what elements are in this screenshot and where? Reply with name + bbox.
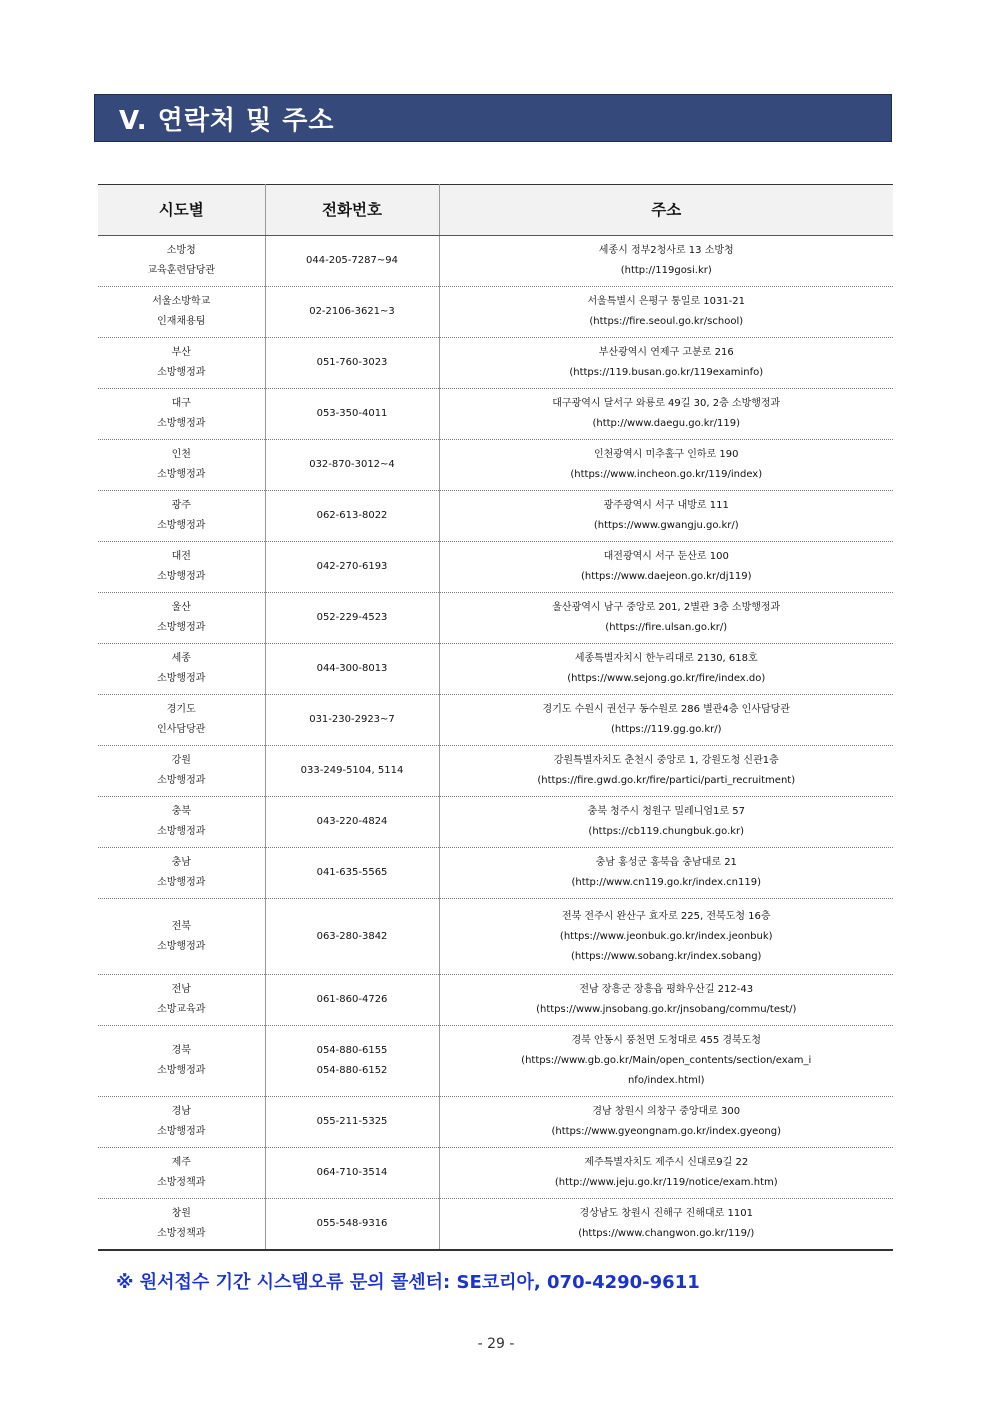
table-row — [98, 975, 893, 1026]
address-cell-line: 전북 전주시 완산구 효자로 225, 전북도청 16층 — [561, 910, 771, 922]
address-cell — [439, 1026, 893, 1097]
region-cell — [98, 644, 265, 695]
phone-cell — [265, 236, 439, 287]
region-cell-line: 소방청 — [166, 245, 196, 256]
phone-cell-line: 044-205-7287~94 — [306, 255, 398, 266]
table-row — [98, 695, 893, 746]
address-cell-line: 울산광역시 남구 중앙로 201, 2별관 3층 소방행정과 — [552, 602, 781, 613]
table-row — [98, 389, 893, 440]
address-cell-line: 충북 청주시 청원구 밀레니엄1로 57 — [587, 806, 745, 817]
region-cell-line: 소방행정과 — [157, 520, 206, 531]
region-cell-line: 서울소방학교 — [152, 296, 211, 307]
region-cell — [98, 440, 265, 491]
address-cell-line: 제주특별자치도 제주시 신대로9길 22 — [584, 1157, 749, 1168]
phone-cell-line: 051-760-3023 — [316, 357, 388, 368]
header-phone: 전화번호 — [265, 185, 439, 236]
phone-cell-line: 055-548-9316 — [316, 1218, 388, 1229]
table-row — [98, 440, 893, 491]
address-cell-line: (https://fire.seoul.go.kr/school) — [589, 316, 744, 327]
phone-cell-line: 042-270-6193 — [316, 561, 388, 572]
address-cell-line: (https://www.gyeongnam.go.kr/index.gyeong) — [551, 1126, 782, 1137]
address-cell-line: (https://119.gg.go.kr/) — [610, 724, 722, 735]
region-cell-line: 충북 — [171, 806, 191, 817]
region-cell-line: 충남 — [171, 857, 191, 868]
address-cell-line: (https://www.gb.go.kr/Main/open_contents/section/exam_i — [521, 1055, 812, 1066]
address-cell-line: 서울특별시 은평구 통일로 1031-21 — [587, 296, 746, 307]
region-cell-line: 울산 — [171, 602, 191, 613]
phone-cell — [265, 593, 439, 644]
address-cell-line: (https://www.jeonbuk.go.kr/index.jeonbuk) — [559, 930, 773, 942]
phone-cell — [265, 1097, 439, 1148]
phone-cell — [265, 899, 439, 975]
region-cell-line: 소방정책과 — [157, 1228, 206, 1239]
phone-cell — [265, 644, 439, 695]
phone-cell-line: 053-350-4011 — [316, 408, 388, 419]
phone-cell-line: 032-870-3012~4 — [309, 459, 395, 470]
region-cell — [98, 1097, 265, 1148]
region-cell-line: 부산 — [171, 347, 191, 358]
table-row — [98, 593, 893, 644]
address-cell-line: 전남 장흥군 장흥읍 평화우산길 212-43 — [579, 984, 754, 995]
table-row — [98, 236, 893, 287]
address-cell-line: 경기도 수원시 권선구 동수원로 286 별관4층 인사담당관 — [542, 704, 790, 715]
region-cell-line: 경북 — [171, 1045, 191, 1056]
region-cell-line: 소방교육과 — [157, 1004, 206, 1015]
phone-cell-line: 062-613-8022 — [316, 510, 388, 521]
address-cell-line: (https://119.busan.go.kr/119examinfo) — [569, 367, 764, 378]
region-cell-line: 소방행정과 — [157, 571, 206, 582]
phone-cell-line: 061-860-4726 — [316, 994, 388, 1005]
table-row — [98, 1026, 893, 1097]
address-cell-line: 세종시 정부2청사로 13 소방청 — [598, 245, 734, 256]
table-row — [98, 338, 893, 389]
table-header-row — [98, 185, 893, 236]
phone-cell — [265, 695, 439, 746]
region-cell — [98, 899, 265, 975]
address-cell-line: 강원특별자치도 춘천시 중앙로 1, 강원도청 신관1층 — [553, 755, 779, 766]
phone-cell — [265, 1199, 439, 1251]
address-cell — [439, 1199, 893, 1251]
address-cell — [439, 695, 893, 746]
region-cell — [98, 1026, 265, 1097]
header-region: 시도별 — [98, 185, 265, 236]
address-cell-line: (http://www.cn119.go.kr/index.cn119) — [571, 877, 762, 888]
region-cell — [98, 287, 265, 338]
region-cell-line: 경기도 — [166, 704, 196, 715]
address-cell — [439, 593, 893, 644]
address-cell-line: (https://fire.ulsan.go.kr/) — [605, 622, 728, 633]
phone-cell-line: 064-710-3514 — [316, 1167, 388, 1178]
region-cell-line: 소방정책과 — [157, 1177, 206, 1188]
address-cell-line: 경상남도 창원시 진해구 진해대로 1101 — [579, 1208, 753, 1219]
region-cell-line: 소방행정과 — [157, 1126, 206, 1137]
phone-cell — [265, 542, 439, 593]
region-cell-line: 소방행정과 — [157, 826, 206, 837]
region-cell-line: 인재채용팀 — [157, 316, 206, 327]
address-cell-line: 경남 창원시 의창구 중앙대로 300 — [592, 1106, 741, 1117]
region-cell-line: 대구 — [171, 398, 191, 409]
address-cell-line: 충남 홍성군 홍북읍 충남대로 21 — [595, 857, 737, 868]
phone-cell — [265, 797, 439, 848]
region-cell-line: 교육훈련담당관 — [147, 265, 216, 276]
region-cell — [98, 1199, 265, 1251]
address-cell — [439, 1097, 893, 1148]
region-cell-line: 전북 — [171, 920, 191, 932]
phone-cell-line: 043-220-4824 — [316, 816, 388, 827]
address-cell-line: (http://www.daegu.go.kr/119) — [592, 418, 741, 429]
phone-cell — [265, 389, 439, 440]
table-row — [98, 899, 893, 975]
address-cell-line: (https://fire.gwd.go.kr/fire/partici/parti_recruitment) — [537, 775, 796, 786]
address-cell-line: (http://www.jeju.go.kr/119/notice/exam.htm) — [554, 1177, 778, 1188]
address-cell-line: (https://www.jnsobang.go.kr/jnsobang/commu/test/) — [536, 1004, 797, 1015]
region-cell-line: 세종 — [171, 653, 191, 664]
phone-cell-line: 055-211-5325 — [316, 1116, 388, 1127]
region-cell-line: 강원 — [171, 755, 191, 766]
phone-cell — [265, 975, 439, 1026]
address-cell-line: (https://cb119.chungbuk.go.kr) — [588, 826, 745, 837]
table-row — [98, 287, 893, 338]
address-cell — [439, 491, 893, 542]
region-cell-line: 소방행정과 — [157, 673, 206, 684]
address-cell-line: (https://www.gwangju.go.kr/) — [593, 520, 739, 531]
address-cell — [439, 236, 893, 287]
address-cell-line: 세종특별자치시 한누리대로 2130, 618호 — [574, 653, 758, 664]
address-cell-line: (http://119gosi.kr) — [620, 265, 712, 276]
phone-cell-line: 054-880-6155 — [316, 1045, 388, 1056]
phone-cell-line: 041-635-5565 — [316, 867, 388, 878]
address-cell — [439, 975, 893, 1026]
section-title: V. 연락처 및 주소 — [119, 105, 335, 136]
region-cell-line: 소방행정과 — [157, 418, 206, 429]
address-cell-line: (https://www.daejeon.go.kr/dj119) — [580, 571, 752, 582]
phone-cell-line: 052-229-4523 — [316, 612, 388, 623]
header-address: 주소 — [439, 185, 893, 236]
region-cell — [98, 236, 265, 287]
phone-cell — [265, 338, 439, 389]
table-row — [98, 1199, 893, 1251]
region-cell-line: 소방행정과 — [157, 1065, 206, 1076]
address-cell — [439, 899, 893, 975]
region-cell-line: 제주 — [171, 1157, 191, 1168]
region-cell-line: 소방행정과 — [157, 622, 206, 633]
region-cell-line: 소방행정과 — [157, 775, 206, 786]
address-cell — [439, 338, 893, 389]
address-cell-line: (https://www.incheon.go.kr/119/index) — [570, 469, 763, 480]
section-header — [94, 94, 892, 142]
region-cell — [98, 797, 265, 848]
region-cell-line: 창원 — [171, 1208, 191, 1219]
region-cell-line: 소방행정과 — [157, 367, 206, 378]
phone-cell-line: 031-230-2923~7 — [309, 714, 395, 725]
phone-cell-line: 033-249-5104, 5114 — [300, 765, 404, 776]
phone-cell — [265, 848, 439, 899]
region-cell-line: 소방행정과 — [157, 877, 206, 888]
phone-cell-line: 02-2106-3621~3 — [309, 306, 395, 317]
address-cell — [439, 440, 893, 491]
phone-cell — [265, 1026, 439, 1097]
call-center-notice: ※ 원서접수 기간 시스템오류 문의 콜센터: SE코리아, 070-4290-9611 — [116, 1272, 700, 1293]
address-cell-line: nfo/index.html) — [627, 1075, 705, 1086]
address-cell-line: 대구광역시 달서구 와룡로 49길 30, 2층 소방행정과 — [552, 398, 781, 409]
phone-cell — [265, 491, 439, 542]
address-cell-line: 부산광역시 연제구 고분로 216 — [598, 347, 734, 358]
region-cell-line: 인사담당관 — [157, 724, 206, 735]
region-cell-line: 전남 — [171, 984, 191, 995]
phone-cell-line: 044-300-8013 — [316, 663, 388, 674]
address-cell-line: 경북 안동시 풍천면 도청대로 455 경북도청 — [571, 1035, 762, 1046]
region-cell-line: 소방행정과 — [157, 940, 206, 952]
region-cell — [98, 1148, 265, 1199]
region-cell — [98, 848, 265, 899]
address-cell — [439, 1148, 893, 1199]
table-row — [98, 491, 893, 542]
address-cell-line: 인천광역시 미추홀구 인하로 190 — [593, 449, 739, 460]
table-row — [98, 1097, 893, 1148]
phone-cell — [265, 746, 439, 797]
region-cell-line: 광주 — [171, 500, 191, 511]
region-cell — [98, 389, 265, 440]
contacts-table — [98, 184, 893, 1251]
region-cell-line: 경남 — [171, 1106, 191, 1117]
region-cell — [98, 542, 265, 593]
phone-cell — [265, 1148, 439, 1199]
table-row — [98, 848, 893, 899]
address-cell — [439, 644, 893, 695]
region-cell — [98, 746, 265, 797]
region-cell-line: 대전 — [171, 551, 191, 562]
region-cell-line: 소방행정과 — [157, 469, 206, 480]
address-cell — [439, 746, 893, 797]
region-cell — [98, 593, 265, 644]
phone-cell — [265, 440, 439, 491]
address-cell — [439, 797, 893, 848]
address-cell — [439, 287, 893, 338]
page-number: - 29 - — [477, 1336, 515, 1352]
address-cell-line: 광주광역시 서구 내방로 111 — [603, 500, 729, 511]
address-cell-line: 대전광역시 서구 둔산로 100 — [603, 551, 729, 562]
table-body — [98, 236, 893, 1251]
address-cell-line: (https://www.sejong.go.kr/fire/index.do) — [567, 673, 766, 684]
table-row — [98, 797, 893, 848]
address-cell-line: (https://www.changwon.go.kr/119/) — [578, 1228, 755, 1239]
address-cell — [439, 389, 893, 440]
region-cell — [98, 491, 265, 542]
phone-cell-line: 054-880-6152 — [316, 1065, 388, 1076]
region-cell — [98, 695, 265, 746]
region-cell — [98, 338, 265, 389]
region-cell — [98, 975, 265, 1026]
address-cell-line: (https://www.sobang.kr/index.sobang) — [571, 950, 762, 962]
table-row — [98, 1148, 893, 1199]
phone-cell — [265, 287, 439, 338]
table-row — [98, 542, 893, 593]
table-row — [98, 746, 893, 797]
region-cell-line: 인천 — [171, 449, 191, 460]
address-cell — [439, 848, 893, 899]
table-row — [98, 644, 893, 695]
address-cell — [439, 542, 893, 593]
phone-cell-line: 063-280-3842 — [316, 930, 388, 942]
